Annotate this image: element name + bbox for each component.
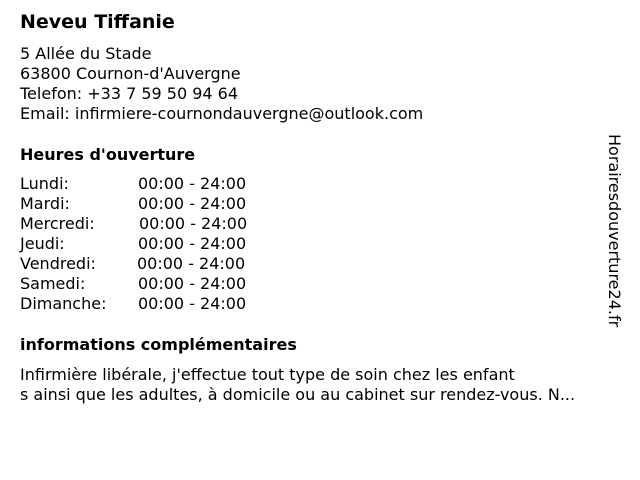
- business-name: Neveu Tiffanie: [20, 11, 175, 33]
- hours-row-tuesday: [20, 194, 280, 214]
- day-label: Mercredi:: [20, 214, 95, 233]
- day-label: Vendredi:: [20, 254, 96, 273]
- email-address: Email: infirmiere-cournondauvergne@outlook.com: [20, 104, 424, 123]
- hours-row-thursday: [20, 234, 280, 254]
- additional-info-text: [20, 365, 630, 405]
- day-label: Samedi:: [20, 274, 86, 293]
- hours-row-sunday: [20, 294, 280, 314]
- time-range: 00:00 - 24:00: [138, 174, 247, 193]
- opening-hours-list: [20, 174, 280, 314]
- day-label: Dimanche:: [20, 294, 107, 313]
- phone-number: Telefon: +33 7 59 50 94 64: [20, 84, 239, 103]
- time-range: 00:00 - 24:00: [138, 274, 247, 293]
- time-range: 00:00 - 24:00: [138, 294, 247, 313]
- description-line: s ainsi que les adultes, à domicile ou au cabinet sur rendez-vous. N...: [20, 385, 576, 404]
- hours-row-saturday: [20, 274, 280, 294]
- address-street: 5 Allée du Stade: [20, 44, 152, 63]
- time-range: 00:00 - 24:00: [139, 214, 248, 233]
- day-label: Jeudi:: [20, 234, 65, 253]
- hours-row-monday: [20, 174, 280, 194]
- day-label: Lundi:: [20, 174, 69, 193]
- hours-row-friday: [20, 254, 280, 274]
- hours-row-wednesday: [20, 214, 280, 234]
- contact-block: [20, 44, 423, 124]
- opening-hours-heading: Heures d'ouverture: [20, 145, 196, 164]
- time-range: 00:00 - 24:00: [138, 194, 247, 213]
- time-range: 00:00 - 24:00: [138, 234, 247, 253]
- site-watermark: Horairesdouverture24.fr: [605, 134, 624, 328]
- additional-info-heading: informations complémentaires: [20, 335, 297, 354]
- day-label: Mardi:: [20, 194, 70, 213]
- time-range: 00:00 - 24:00: [137, 254, 246, 273]
- description-line: Infirmière libérale, j'effectue tout type de soin chez les enfant: [20, 365, 515, 384]
- address-city: 63800 Cournon-d'Auvergne: [20, 64, 241, 83]
